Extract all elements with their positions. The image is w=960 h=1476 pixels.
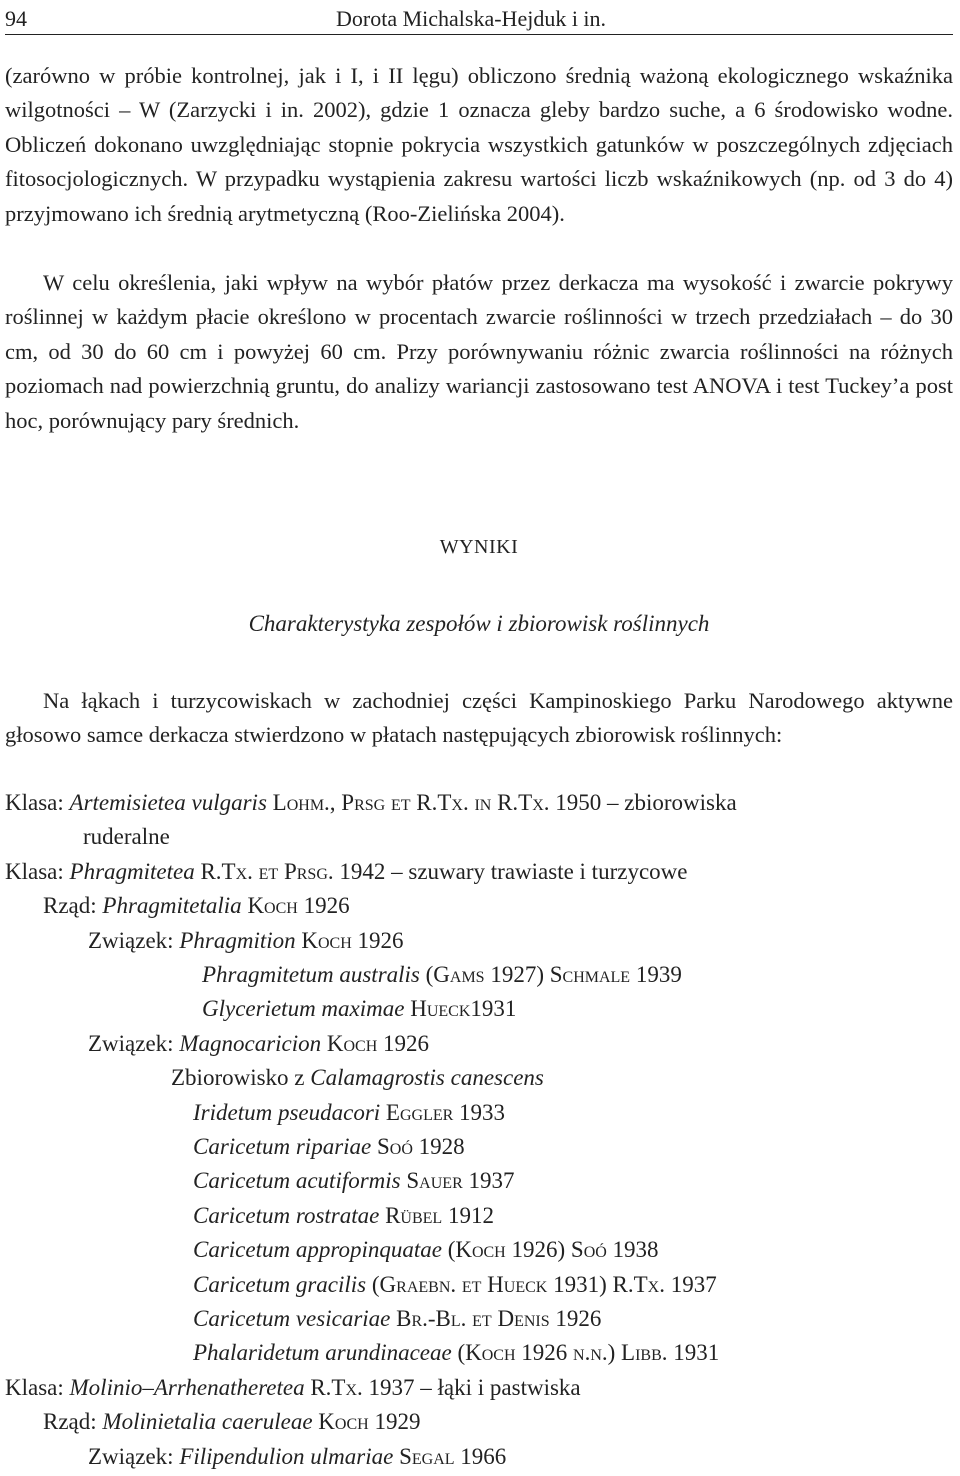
syntaxon-name: Molinietalia caeruleae — [102, 1409, 313, 1435]
syntaxon-author: Segal 1966 — [399, 1443, 507, 1469]
syntaxon-line — [193, 1270, 717, 1300]
syntaxon-line — [193, 1338, 719, 1368]
methods-paragraph-2: W celu określenia, jaki wpływ na wybór płatów przez derkacza ma wysokość i zwarcie pokrywy roślinnej w każdym płacie określono w procentach zwarcie roślinności w trzech przedziałach – do 30 cm, od 30 do 60 cm i powyżej 60 cm. Przy porównywaniu różnic zwarcia roślinności na różnych poziomach nad powierzchnią gruntu, do analizy wariancji zastosowano test ANOVA i test Tuckey’a post hoc, porównujący pary średnich. — [5, 270, 953, 433]
syntaxon-name: Glycerietum maximae — [202, 996, 405, 1022]
syntaxon-line — [5, 1373, 581, 1403]
syntaxon-line — [5, 857, 687, 887]
syntaxon-author: Koch 1926 — [247, 893, 350, 919]
methods-paragraph-1: (zarówno w próbie kontrolnej, jak i I, i II lęgu) obliczono średnią ważoną ekologicznego wskaźnika wilgotności – W (Zarzycki i in. 2002), gdzie 1 oznacza gleby bardzo suche, a 6 środowisko wodne. Obliczeń dokonano uwzględniając stopnie pokrycia wszystkich gatunków w poszczególnych zdjęciach fitosocjologicznych. W przypadku wystąpienia zakresu wartości liczb wskaźnikowych (np. od 3 do 4) przyjmowano ich średnią arytmetyczną (Roo-Zielińska 2004). — [5, 63, 953, 226]
running-header — [5, 4, 953, 35]
results-paragraph-1: Na łąkach i turzycowiskach w zachodniej części Kampinoskiego Parku Narodowego aktywne głosowo samce derkacza stwierdzono w płatach następujących zbiorowisk roślinnych: — [5, 688, 953, 748]
syntaxon-line — [193, 1235, 659, 1265]
syntaxon-line — [193, 1098, 505, 1128]
syntaxon-line — [88, 1029, 429, 1059]
syntaxon-name: Calamagrostis canescens — [310, 1065, 544, 1091]
syntaxon-author: R.Tx. et Prsg. 1942 — [200, 858, 386, 884]
syntaxon-author: (Gams 1927) Schmale 1939 — [425, 962, 682, 987]
syntaxon-line — [83, 822, 170, 852]
syntaxon-line — [193, 1304, 601, 1334]
syntaxon-author: R.Tx. 1937 — [310, 1374, 415, 1400]
syntaxon-author: Koch 1926 — [326, 1030, 430, 1056]
syntaxon-name: Phragmitetalia — [102, 893, 242, 919]
syntaxon-label: Zbiorowisko z — [171, 1065, 305, 1091]
syntaxon-name: Artemisietea vulgaris — [69, 790, 267, 815]
syntaxon-label: Klasa: — [5, 858, 64, 884]
syntaxon-author: Br.-Bl. et Denis 1926 — [396, 1306, 602, 1331]
syntaxon-line — [88, 1442, 506, 1472]
syntaxon-note: – szuwary trawiaste i turzycowe — [391, 858, 688, 884]
syntaxon-line — [43, 891, 350, 921]
syntaxon-name: Caricetum vesicariae — [193, 1306, 391, 1331]
syntaxon-author: Hueck1931 — [410, 996, 517, 1022]
syntaxon-note: – zbiorowiska — [607, 790, 737, 815]
syntaxon-name: Iridetum pseudacori — [193, 1099, 381, 1125]
syntaxon-line — [193, 1132, 465, 1162]
syntaxon-label: Klasa: — [5, 790, 64, 815]
syntaxon-name: Phragmition — [179, 927, 296, 953]
syntaxon-author: (Koch 1926 n.n.) Libb. 1931 — [457, 1340, 720, 1366]
syntaxon-author: (Graebn. et Hueck 1931) R.Tx. 1937 — [371, 1271, 717, 1297]
subsection-heading: Charakterystyka zespołów i zbiorowisk roślinnych — [248, 611, 710, 636]
syntaxon-line — [193, 1201, 494, 1231]
syntaxon-label: Związek: — [88, 1030, 174, 1056]
syntaxon-note: – łąki i pastwiska — [420, 1374, 581, 1400]
syntaxon-author: Koch 1929 — [318, 1409, 421, 1435]
syntaxon-name: Caricetum rostratae — [193, 1202, 380, 1228]
syntaxon-name: Filipendulion ulmariae — [179, 1443, 394, 1469]
syntaxon-name: Molinio–Arrhenatheretea — [69, 1374, 305, 1400]
syntaxon-line — [88, 926, 404, 956]
page-number: 94 — [5, 6, 27, 31]
syntaxon-author: Rübel 1912 — [385, 1202, 494, 1228]
syntaxon-name: Caricetum ripariae — [193, 1134, 372, 1159]
syntaxon-line — [171, 1063, 544, 1093]
syntaxon-note: ruderalne — [83, 824, 170, 850]
syntaxon-name: Phalaridetum arundinaceae — [193, 1340, 452, 1366]
syntaxon-line — [5, 788, 737, 818]
syntaxon-name: Phragmitetum australis — [202, 962, 420, 987]
syntaxon-author: Soó 1928 — [377, 1134, 465, 1159]
syntaxon-name: Phragmitetea — [69, 858, 195, 884]
syntaxon-line — [193, 1166, 515, 1196]
syntaxon-label: Związek: — [88, 1443, 174, 1469]
syntaxon-author: (Koch 1926) Soó 1938 — [447, 1237, 659, 1263]
syntaxon-label: Rząd: — [43, 1409, 97, 1435]
section-heading-results: WYNIKI — [439, 536, 519, 558]
syntaxon-name: Caricetum appropinquatae — [193, 1237, 442, 1263]
syntaxon-line — [43, 1407, 420, 1437]
syntaxon-name: Magnocaricion — [179, 1030, 322, 1056]
syntaxon-line — [202, 994, 516, 1024]
syntaxon-author: Lohm., Prsg et R.Tx. in R.Tx. 1950 — [272, 790, 602, 815]
syntaxon-line — [202, 960, 682, 990]
syntaxon-author: Sauer 1937 — [406, 1168, 515, 1194]
running-title: Dorota Michalska-Hejduk i in. — [336, 6, 607, 31]
syntaxon-label: Rząd: — [43, 893, 97, 919]
syntaxon-label: Klasa: — [5, 1374, 64, 1400]
syntaxon-name: Caricetum acutiformis — [193, 1168, 401, 1194]
syntaxon-name: Caricetum gracilis — [193, 1271, 367, 1297]
syntaxon-author: Eggler 1933 — [385, 1099, 506, 1125]
syntaxon-author: Koch 1926 — [301, 927, 404, 953]
syntaxon-label: Związek: — [88, 927, 174, 953]
